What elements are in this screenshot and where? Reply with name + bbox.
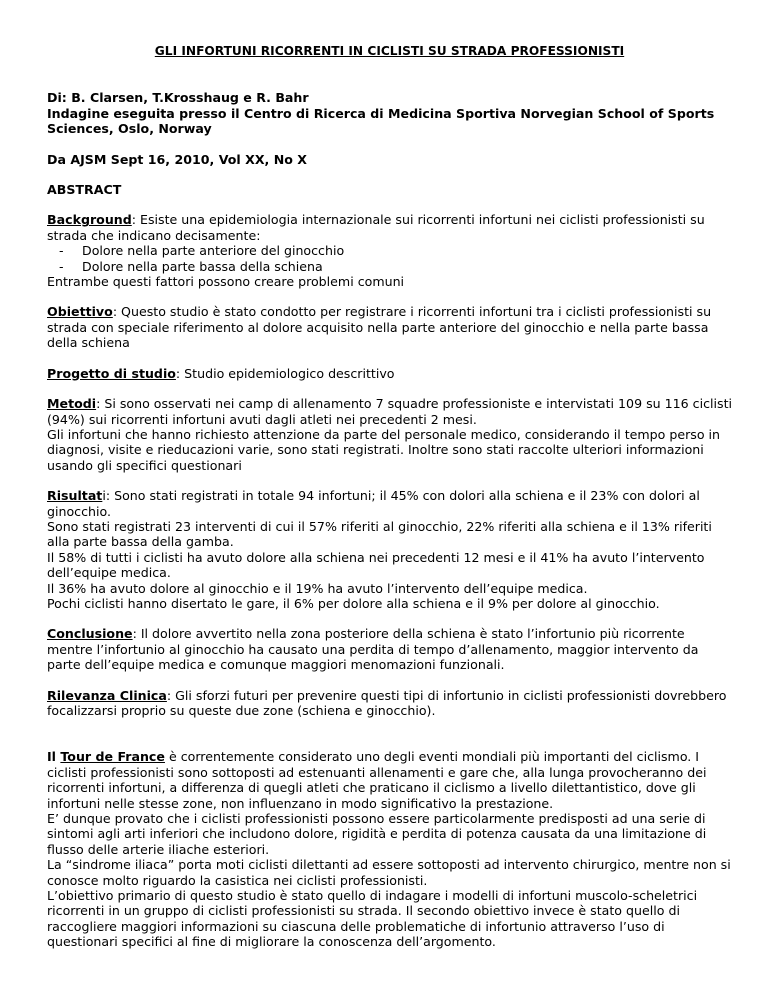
results-line: Pochi ciclisti hanno disertato le gare, il 6% per dolore alla schiena e il 9% per dolore al ginocchio.	[47, 595, 660, 611]
conclusion-paragraph	[47, 626, 732, 672]
document-title: GLI INFORTUNI RICORRENTI IN CICLISTI SU STRADA PROFESSIONISTI	[154, 44, 625, 58]
list-item-text: Dolore nella parte anteriore del ginocchio	[82, 243, 345, 259]
background-section	[47, 212, 732, 289]
design-text: : Studio epidemiologico descrittivo	[175, 365, 395, 381]
document-page	[47, 44, 732, 950]
intro-lead: Il	[47, 749, 61, 765]
institution-line: Indagine eseguita presso il Centro di Ricerca di Medicina Sportiva Norvegian School of Sports Sciences, Oslo, Norway	[47, 105, 715, 137]
methods-text: : Si sono osservati nei camp di allenamento 7 squadre professioniste e intervistati 109 su 116 ciclisti (94%) sui ricorrenti infortuni avuti dagli atleti nei precedenti 2 mesi.	[47, 396, 733, 427]
intro-line: La “sindrome iliaca” porta moti ciclisti dilettanti ad essere sottoposti ad intervento chirurgico, mentre non si conosce molto riguardo la casistica nei ciclisti professionisti.	[47, 857, 731, 888]
results-text: : Sono stati registrati in totale 94 infortuni; il 45% con dolori alla schiena e il 23% con dolori al ginocchio.	[47, 488, 700, 519]
list-item	[47, 259, 732, 274]
background-text: : Esiste una epidemiologia internazionale sui ricorrenti infortuni nei ciclisti professionisti su strada che indicano decisamente:	[47, 212, 705, 243]
dash-bullet: -	[59, 243, 64, 259]
intro-lead-underlined: Tour de France	[60, 749, 165, 765]
results-line: Il 58% di tutti i ciclisti ha avuto dolore alla schiena nei precedenti 12 mesi e il 41% ha avuto l’intervento dell’equipe medica.	[47, 549, 705, 581]
relevance-label: Rilevanza Clinica	[47, 687, 167, 703]
objective-label: Obiettivo	[47, 304, 113, 320]
source-line: Da AJSM Sept 16, 2010, Vol XX, No X	[47, 151, 307, 167]
intro-paragraph	[47, 749, 732, 811]
conclusion-text: : Il dolore avvertito nella zona posteriore della schiena è stato l’infortunio più ricorrente mentre l’infortunio al ginocchio ha causato una perdita di tempo d’allenamento, maggior intervento da parte dell’equipe medica e comunque maggiori menomazioni funzionali.	[47, 626, 699, 673]
relevance-paragraph	[47, 688, 732, 719]
methods-section	[47, 396, 732, 473]
intro-line: L’obiettivo primario di questo studio è stato quello di indagare i modelli di infortuni muscolo-scheletrici ricorrenti in un gruppo di ciclisti professionisti su strada. Il secondo obiettivo invece è stato quello di raccogliere maggiori informazioni su ciascuna delle problematiche di infortunio attraverso l’uso di questionari specifici al fine di migliorare la conoscenza dell’argomento.	[47, 888, 698, 950]
objective-text: : Questo studio è stato condotto per registrare i ricorrenti infortuni tra i ciclisti professionisti su strada con speciale riferimento al dolore acquisito nella parte anteriore del ginocchio e nella parte bassa della schiena	[47, 304, 712, 351]
abstract-heading: ABSTRACT	[47, 182, 122, 198]
methods-label: Metodi	[47, 396, 97, 412]
results-line: Il 36% ha avuto dolore al ginocchio e il 19% ha avuto l’intervento dell’equipe medica.	[47, 580, 588, 596]
background-list	[47, 243, 732, 274]
authors-line: Di: B. Clarsen, T.Krosshaug e R. Bahr	[47, 90, 309, 106]
background-paragraph	[47, 212, 732, 243]
intro-text: è correntemente considerato uno degli eventi mondiali più importanti del ciclismo. I ciclisti professionisti sono sottoposti ad estenuanti allenamenti e gare che, alla lunga provocheranno dei ricorrenti infortuni, a differenza di quegli atleti che praticano il ciclismo a livello dilettantistico, dove gli infortuni nelle stesse zone, non influenzano in modo significativo la prestazione.	[47, 749, 707, 811]
list-item-text: Dolore nella parte bassa della schiena	[82, 258, 323, 274]
intro-line: E’ dunque provato che i ciclisti professionisti possono essere particolarmente predisposti ad una serie di sintomi agli arti inferiori che includono dolore, rigidità e perdita di potenza causata da una limitazione di flusso delle arterie iliache esteriori.	[47, 811, 707, 857]
results-section	[47, 488, 732, 611]
relevance-text: : Gli sforzi futuri per prevenire questi tipi di infortunio in ciclisti professionisti dovrebbero focalizzarsi proprio su queste due zone (schiena e ginocchio).	[47, 687, 727, 718]
introduction-section	[47, 749, 732, 949]
objective-paragraph	[47, 304, 732, 350]
background-label: Background	[47, 212, 132, 228]
methods-paragraph-2: Gli infortuni che hanno richiesto attenzione da parte del personale medico, considerando il tempo perso in diagnosi, visite e rieducazioni varie, sono stati registrati. Inoltre sono stati raccolte ulteriori informazioni usando gli specifici questionari	[47, 426, 721, 473]
list-item	[47, 243, 732, 258]
results-paragraph	[47, 488, 732, 519]
methods-paragraph	[47, 396, 732, 427]
dash-bullet: -	[59, 258, 64, 274]
results-line: Sono stati registrati 23 interventi di cui il 57% riferiti al ginocchio, 22% riferiti alla schiena e il 13% riferiti alla parte bassa della gamba.	[47, 518, 712, 550]
design-paragraph	[47, 366, 732, 381]
results-label-suffix: i	[102, 488, 106, 504]
conclusion-label: Conclusione	[47, 626, 133, 642]
design-label: Progetto di studio	[47, 365, 176, 381]
background-closing: Entrambe questi fattori possono creare problemi comuni	[47, 274, 405, 290]
results-label: Risultat	[47, 488, 103, 504]
